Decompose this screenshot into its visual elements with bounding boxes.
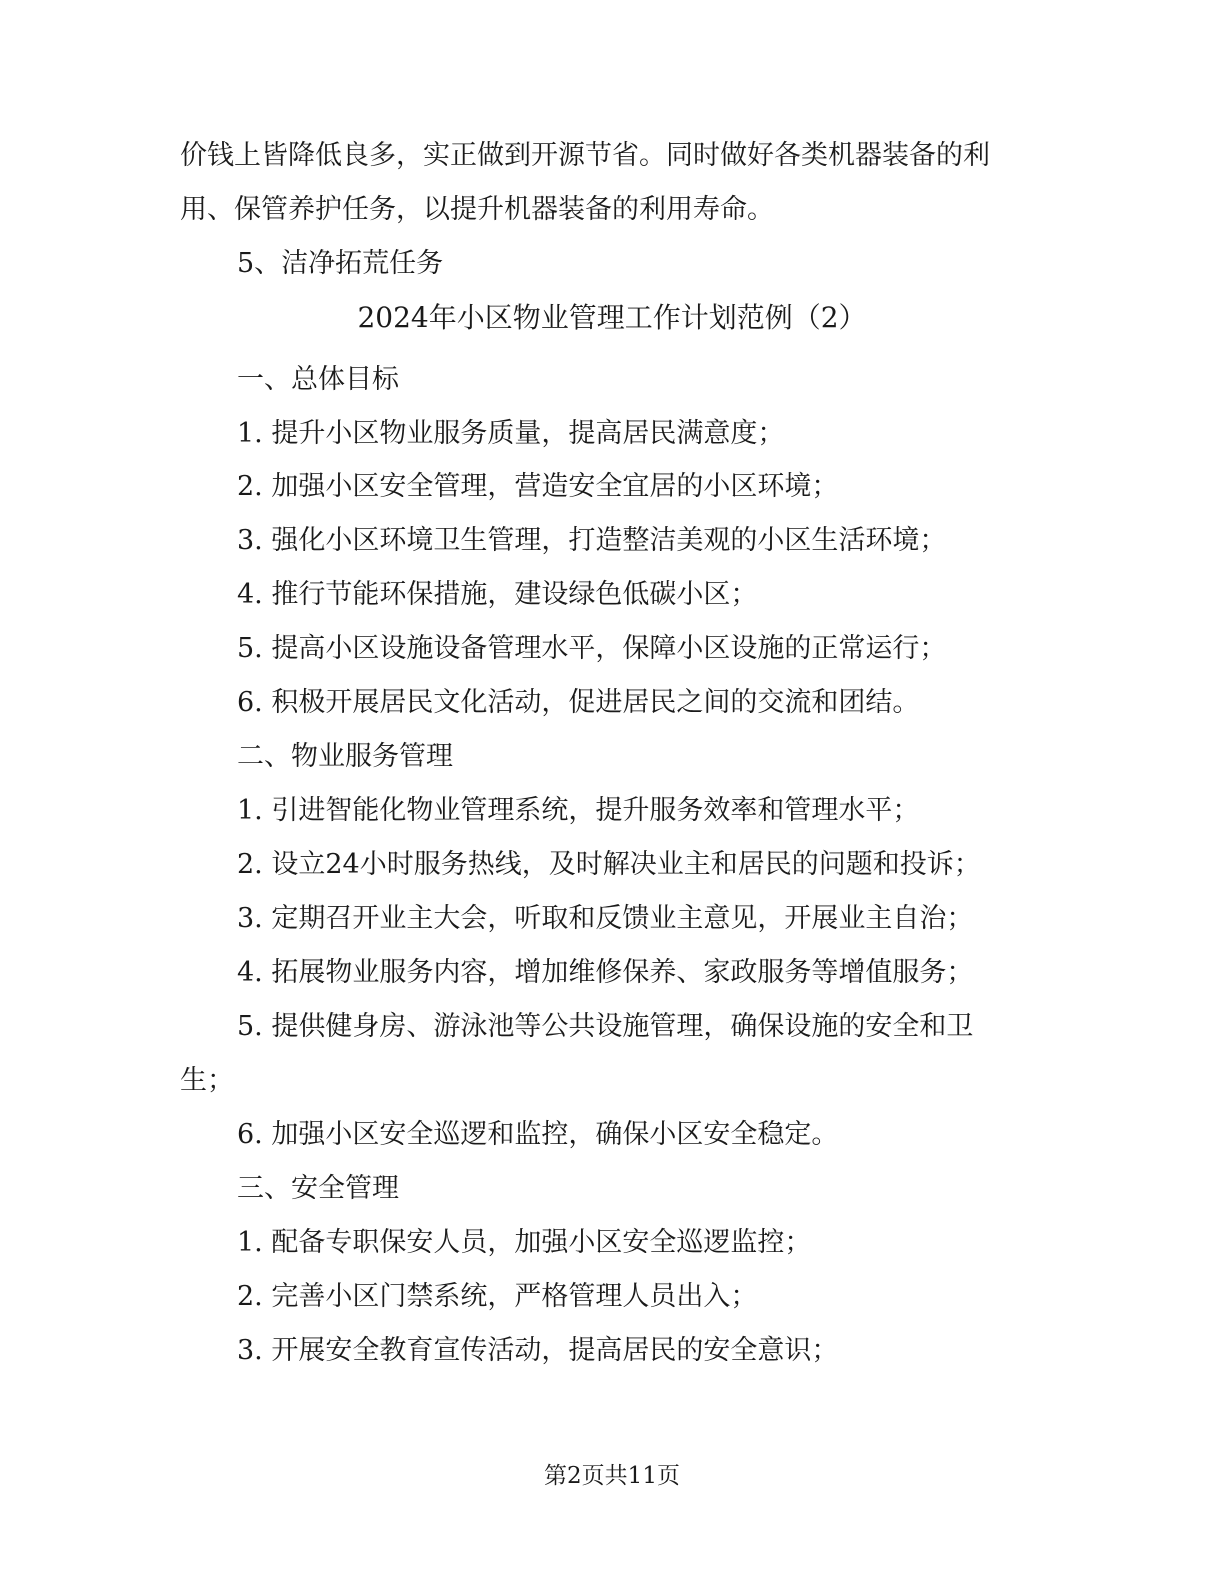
list-item: 1. 引进智能化物业管理系统，提升服务效率和管理水平；: [237, 795, 920, 826]
paragraph-line: 用、保管养护任务，以提升机器装备的利用寿命。: [180, 194, 774, 225]
list-item: 3. 开展安全教育宣传活动，提高居民的安全意识；: [237, 1335, 839, 1366]
list-item: 6. 积极开展居民文化活动，促进居民之间的交流和团结。: [237, 687, 920, 718]
section-heading: 三、安全管理: [237, 1173, 399, 1204]
list-item: 3. 定期召开业主大会，听取和反馈业主意见，开展业主自治；: [237, 903, 974, 934]
list-item: 6. 加强小区安全巡逻和监控，确保小区安全稳定。: [237, 1119, 839, 1150]
list-item: 5. 提供健身房、游泳池等公共设施管理，确保设施的安全和卫: [237, 1011, 974, 1042]
list-item: 5. 提高小区设施设备管理水平，保障小区设施的正常运行；: [237, 633, 947, 664]
section-heading: 5、洁净拓荒任务: [237, 248, 444, 279]
list-item: 4. 拓展物业服务内容，增加维修保养、家政服务等增值服务；: [237, 957, 974, 988]
list-item: 2. 设立24小时服务热线，及时解决业主和居民的问题和投诉；: [237, 849, 981, 880]
list-item: 2. 完善小区门禁系统，严格管理人员出入；: [237, 1281, 758, 1312]
document-title: 2024年小区物业管理工作计划范例（2）: [357, 301, 867, 334]
page-footer: 第2页共11页: [544, 1463, 680, 1489]
list-item: 3. 强化小区环境卫生管理，打造整洁美观的小区生活环境；: [237, 525, 947, 556]
list-item: 1. 配备专职保安人员，加强小区安全巡逻监控；: [237, 1227, 812, 1258]
list-item-continuation: 生；: [180, 1065, 234, 1096]
paragraph-line: 价钱上皆降低良多，实正做到开源节省。同时做好各类机器装备的利: [180, 140, 990, 171]
list-item: 4. 推行节能环保措施，建设绿色低碳小区；: [237, 579, 758, 610]
list-item: 2. 加强小区安全管理，营造安全宜居的小区环境；: [237, 471, 839, 502]
section-heading: 二、物业服务管理: [237, 741, 453, 772]
section-heading: 一、总体目标: [237, 364, 399, 395]
list-item: 1. 提升小区物业服务质量，提高居民满意度；: [237, 418, 785, 449]
